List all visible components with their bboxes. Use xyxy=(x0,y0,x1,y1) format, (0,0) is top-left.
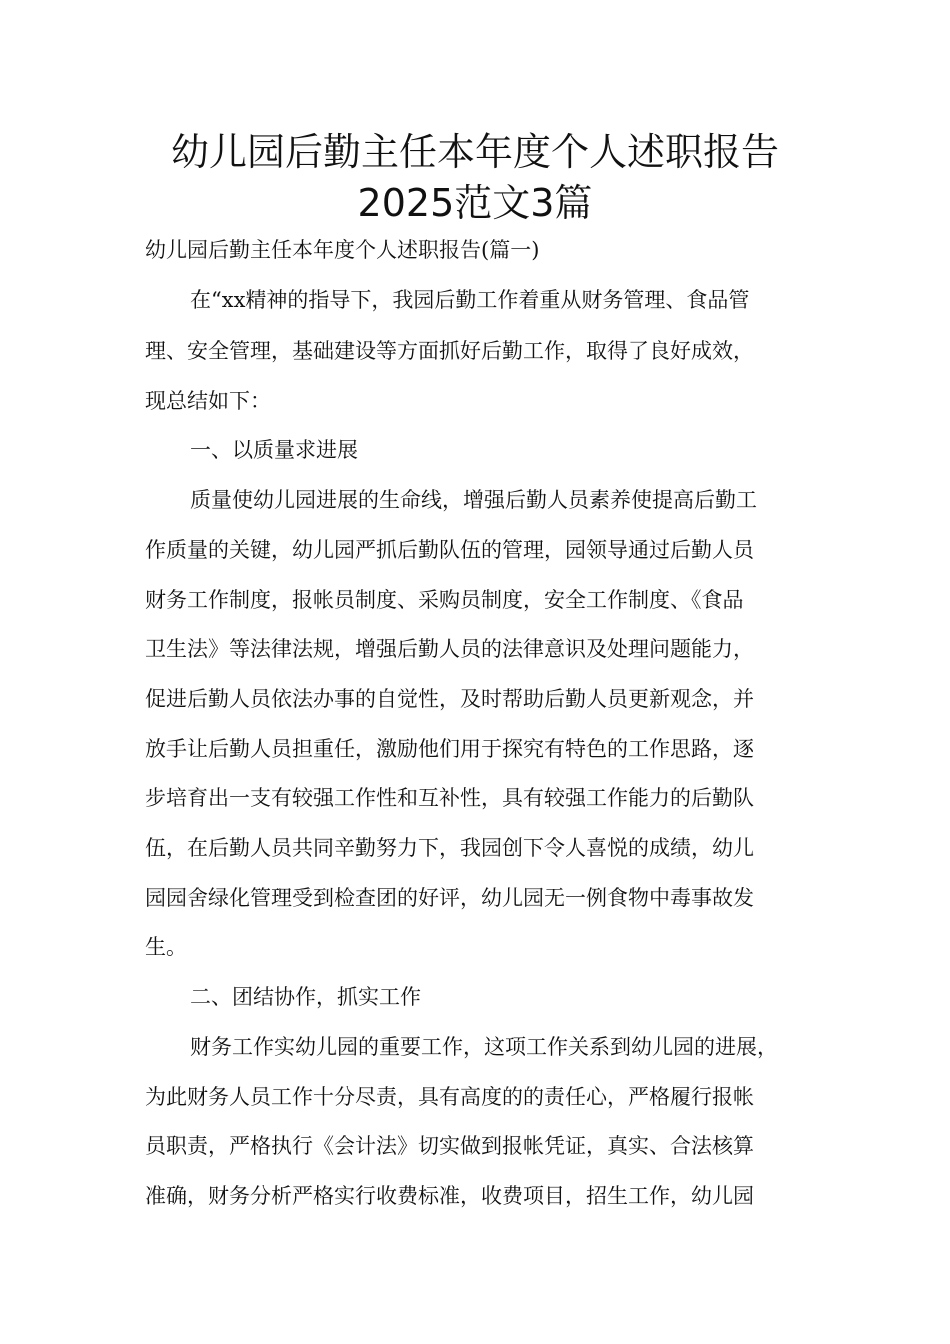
paragraph-line: 为此财务人员工作十分尽责，具有高度的的责任心，严格履行报帐 xyxy=(145,1085,754,1109)
paragraph-line: 作质量的关键，幼儿园严抓后勤队伍的管理，园领导通过后勤人员 xyxy=(145,538,754,562)
paragraph-line: 现总结如下： xyxy=(145,389,271,413)
document-title-line-1: 幼儿园后勤主任本年度个人述职报告 xyxy=(170,130,779,174)
paragraph-line: 质量使幼儿园进展的生命线，增强后勤人员素养使提高后勤工 xyxy=(190,488,757,512)
paragraph-line: 伍，在后勤人员共同辛勤努力下，我园创下令人喜悦的成绩，幼儿 xyxy=(145,836,754,860)
paragraph-line: 财务工作制度，报帐员制度、采购员制度，安全工作制度、《食品 xyxy=(145,588,744,612)
paragraph-line: 财务工作实幼儿园的重要工作，这项工作关系到幼儿园的进展， xyxy=(190,1035,778,1059)
paragraph-line: 准确，财务分析严格实行收费标准，收费项目，招生工作，幼儿园 xyxy=(145,1184,754,1208)
paragraph-line: 员职责，严格执行《会计法》切实做到报帐凭证，真实、合法核算 xyxy=(145,1134,754,1158)
section-heading: 幼儿园后勤主任本年度个人述职报告(篇一) xyxy=(145,238,540,262)
paragraph-line: 促进后勤人员依法办事的自觉性，及时帮助后勤人员更新观念，并 xyxy=(145,687,754,711)
paragraph-line: 卫生法》等法律法规，增强后勤人员的法律意识及处理问题能力， xyxy=(145,637,754,661)
paragraph-line: 在“xx精神的指导下，我园后勤工作着重从财务管理、食品管 xyxy=(190,288,750,312)
subheading: 一、以质量求进展 xyxy=(190,438,358,462)
paragraph-line: 放手让后勤人员担重任，激励他们用于探究有特色的工作思路，逐 xyxy=(145,737,754,761)
paragraph-line: 步培育出一支有较强工作性和互补性，具有较强工作能力的后勤队 xyxy=(145,786,754,810)
paragraph-line: 生。 xyxy=(145,935,187,959)
document-title-line-2: 2025范文3篇 xyxy=(357,181,593,225)
subheading: 二、团结协作，抓实工作 xyxy=(190,985,421,1009)
paragraph-line: 理、安全管理，基础建设等方面抓好后勤工作，取得了良好成效， xyxy=(145,339,754,363)
paragraph-line: 园园舍绿化管理受到检查团的好评，幼儿园无一例食物中毒事故发 xyxy=(145,886,754,910)
